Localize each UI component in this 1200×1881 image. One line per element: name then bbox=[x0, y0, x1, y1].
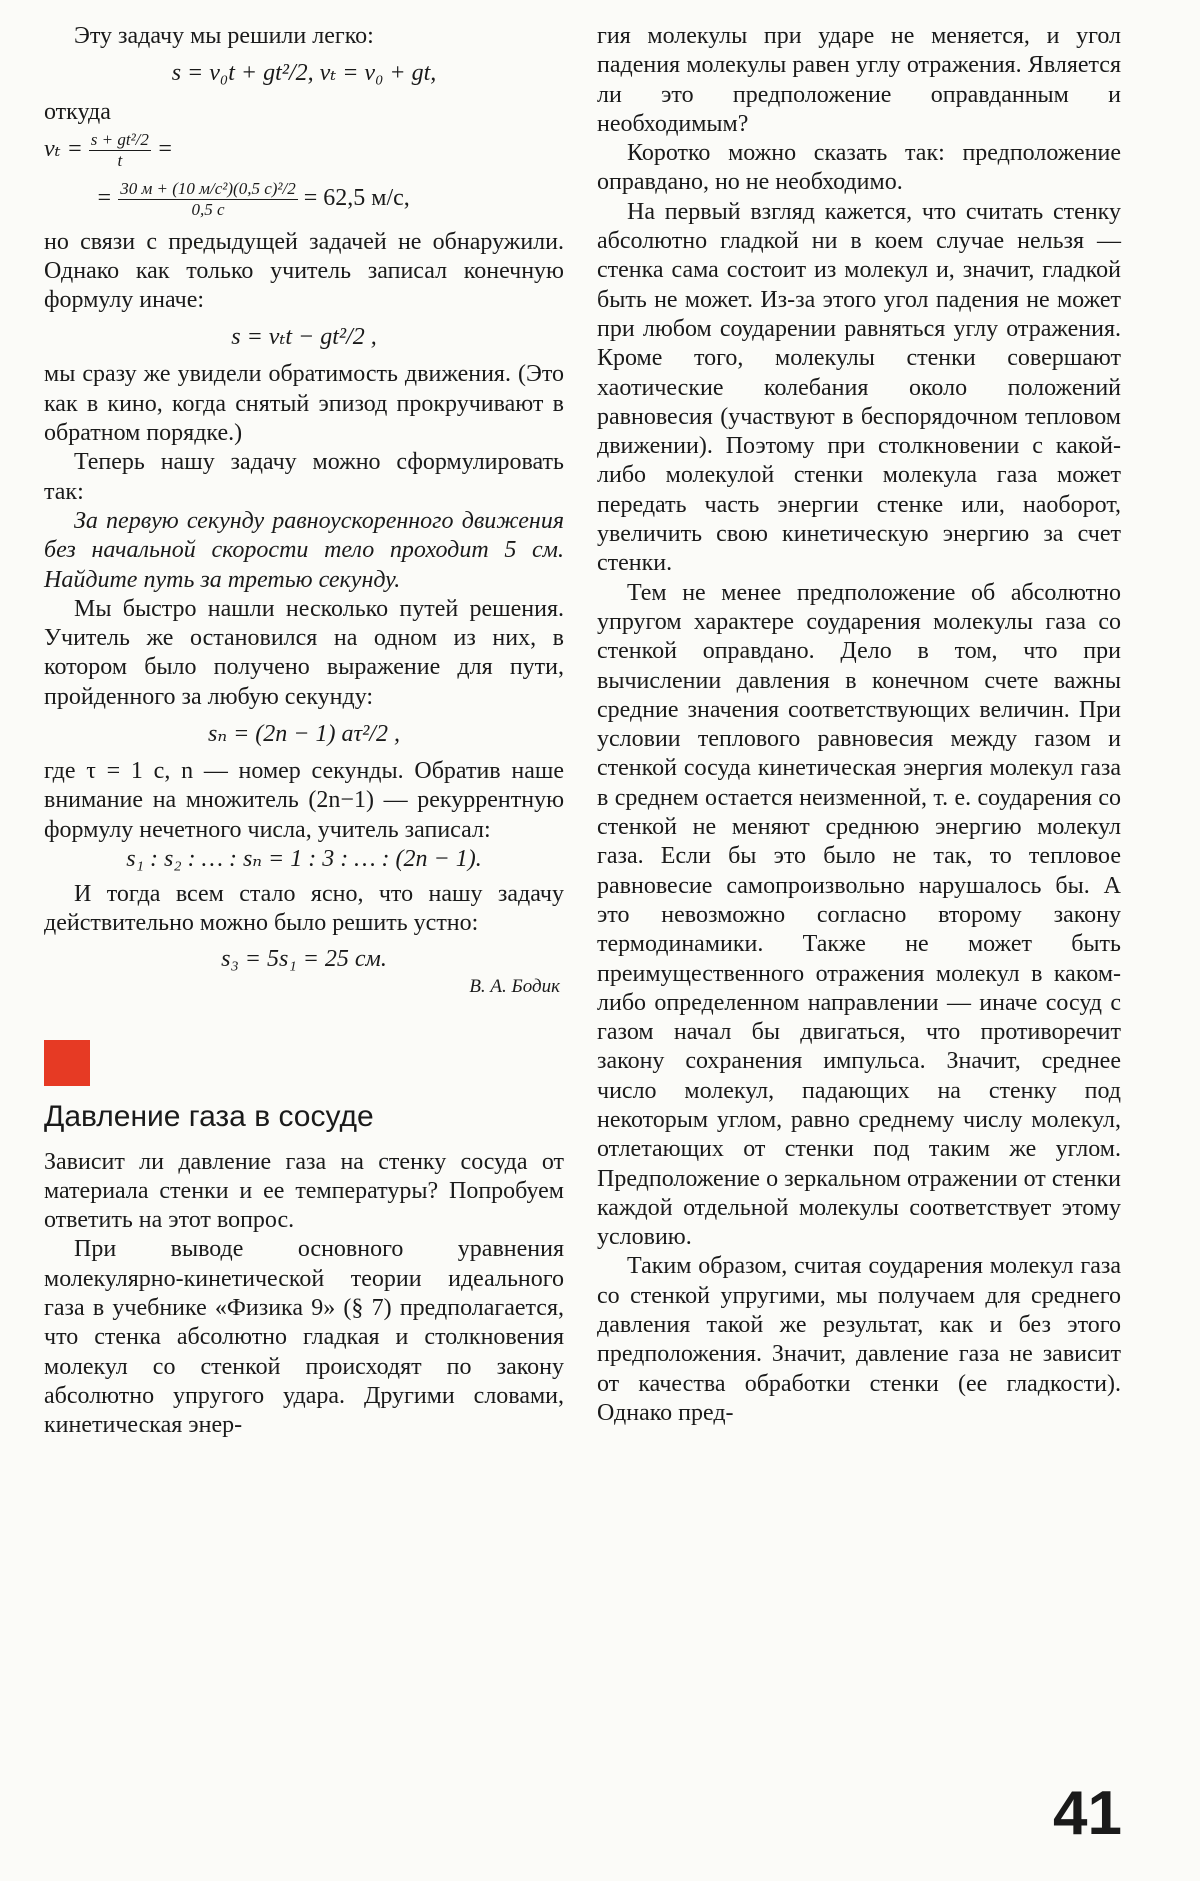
formula-calculation bbox=[44, 179, 564, 220]
section-marker bbox=[44, 1040, 90, 1086]
formula-velocity-fraction bbox=[89, 130, 151, 171]
paragraph-nevertheless: Тем не менее предположение об абсолютно упругом характере соударения молекулы газа со стенкой оправдано. Дело в том, что при вычислении давления в конечном счете важны средние значения соответствующих величин. При условии теплового равновесия между газом и стенкой сосуда кинетическая энергия молекул газа в среднем остается неизменной, т. е. соударения со стенкой не меняют среднюю энергию молекул газа. Если бы это было не так, то тепловое равновесие самопроизвольно нарушалось бы. А это невозможно согласно второму закону термодинамики. Также не может быть преимущественного отражения молекул в каком-либо определенном направлении — иначе сосуд с газом начал бы двигаться, что противоречит закону сохранения импульса. Значит, среднее число молекул, падающих на стенку под некоторым углом, равно среднему числу молекул, отлетающих от стенки под таким же углом. Предположение о зеркальном отражении от стенки каждой отдельной молекулы соответствует этому условию. bbox=[597, 579, 1121, 1251]
paragraph-where: где τ = 1 с, n — номер секунды. Обратив наше внимание на множитель (2n−1) — рекуррентную формулу нечетного числа, учитель записал: bbox=[44, 758, 564, 843]
right-column bbox=[597, 22, 1121, 1428]
formula-reverse: s = vₜt − gt²/2 , bbox=[231, 324, 377, 351]
paragraph-first-glance: На первый взгляд кажется, что считать стенку абсолютно гладкой ни в коем случае нельзя — стенка сама состоит из молекул и, значит, гладкой быть не может. Из-за этого угол падения не может при любом соударении равняться углу отражения. Кроме того, молекулы стенки совершают хаотические колебания около положений равновесия (участвуют в беспорядочном тепловом движении). Поэтому при столкновении с какой-либо молекулой стенки молекула газа может передать часть энергии стенке или, наоборот, увеличить свою кинетическую энергию за счет стенки. bbox=[597, 198, 1121, 577]
formula-velocity bbox=[44, 130, 564, 171]
paragraph-short: Коротко можно сказать так: предположение оправдано, но не необходимо. bbox=[597, 140, 1121, 196]
left-column bbox=[44, 22, 564, 1441]
author-signature: В. А. Бодик bbox=[469, 975, 560, 997]
formula-velocity-denominator: t bbox=[117, 150, 123, 170]
paragraph-no-link: но связи с предыдущей задачей не обнаружили. Однако как только учитель записал конечную формулу иначе: bbox=[44, 228, 564, 314]
formula-ratio: s₁ : s₂ : … : sₙ = 1 : 3 : … : (2n − 1). bbox=[126, 845, 482, 872]
formula-calc-denominator: 0,5 с bbox=[191, 199, 225, 219]
formula-calc-numerator: 30 м + (10 м/с²)(0,5 с)²/2 bbox=[120, 178, 296, 198]
paragraph-clear: И тогда всем стало ясно, что нашу задачу действительно можно было решить устно: bbox=[44, 880, 564, 937]
formula-calc-lhs: = bbox=[96, 184, 113, 211]
paragraph-question: Зависит ли давление газа на стенку сосуда от материала стенки и ее температуры? Попробуем ответить на этот вопрос. bbox=[44, 1148, 564, 1234]
formula-s3: s₃ = 5s₁ = 25 см. bbox=[221, 945, 387, 972]
formula-calc-result: = 62,5 м/с, bbox=[303, 184, 410, 211]
paragraph-derivation: При выводе основного уравнения молекулярно-кинетической теории идеального газа в учебнике «Физика 9» (§ 7) предполагается, что стенка абсолютно гладкая и столкновения молекул со стенкой происходят по закону абсолютно упругого удара. Другими словами, кинетическая энер- bbox=[44, 1236, 564, 1439]
paragraph-thus: Таким образом, считая соударения молекул газа со стенкой упругими, мы получаем для среднего давления такой же результат, как и без этого предположения. Значит, давление газа не зависит от качества обработки стенки (ее гладкости). Однако пред- bbox=[597, 1253, 1121, 1426]
paragraph-paths: Мы быстро нашли несколько путей решения. Учитель же остановился на одном из них, в котором было получено выражение для пути, пройденного за любую секунду: bbox=[44, 595, 564, 710]
text-otkuda: откуда bbox=[44, 99, 111, 126]
paragraph-task: За первую секунду равноускоренного движения без начальной скорости тело проходит 5 см. Найдите путь за третью секунду. bbox=[44, 507, 564, 593]
formula-sn: sₙ = (2n − 1) aτ²/2 , bbox=[208, 721, 400, 748]
paragraph-intro: Эту задачу мы решили легко: bbox=[74, 23, 374, 49]
paragraph-reversibility: мы сразу же увидели обратимость движения. (Это как в кино, когда снятый эпизод прокручивают в обратном порядке.) bbox=[44, 361, 564, 447]
formula-velocity-eq: = bbox=[156, 135, 174, 162]
paragraph-continue: гия молекулы при ударе не меняется, и угол падения молекулы равен углу отражения. Является ли это предположение оправданным и необходимым? bbox=[597, 23, 1121, 137]
formula-velocity-numerator: s + gt²/2 bbox=[90, 129, 149, 149]
formula-motion: s = v₀t + gt²/2, vₜ = v₀ + gt, bbox=[171, 60, 437, 87]
page-number: 41 bbox=[1053, 1779, 1122, 1848]
formula-velocity-lhs: vₜ = bbox=[44, 135, 83, 162]
paragraph-reformulate: Теперь нашу задачу можно сформулировать так: bbox=[44, 449, 564, 505]
formula-calc-fraction bbox=[118, 179, 298, 220]
section-heading: Давление газа в сосуде bbox=[44, 1099, 374, 1133]
